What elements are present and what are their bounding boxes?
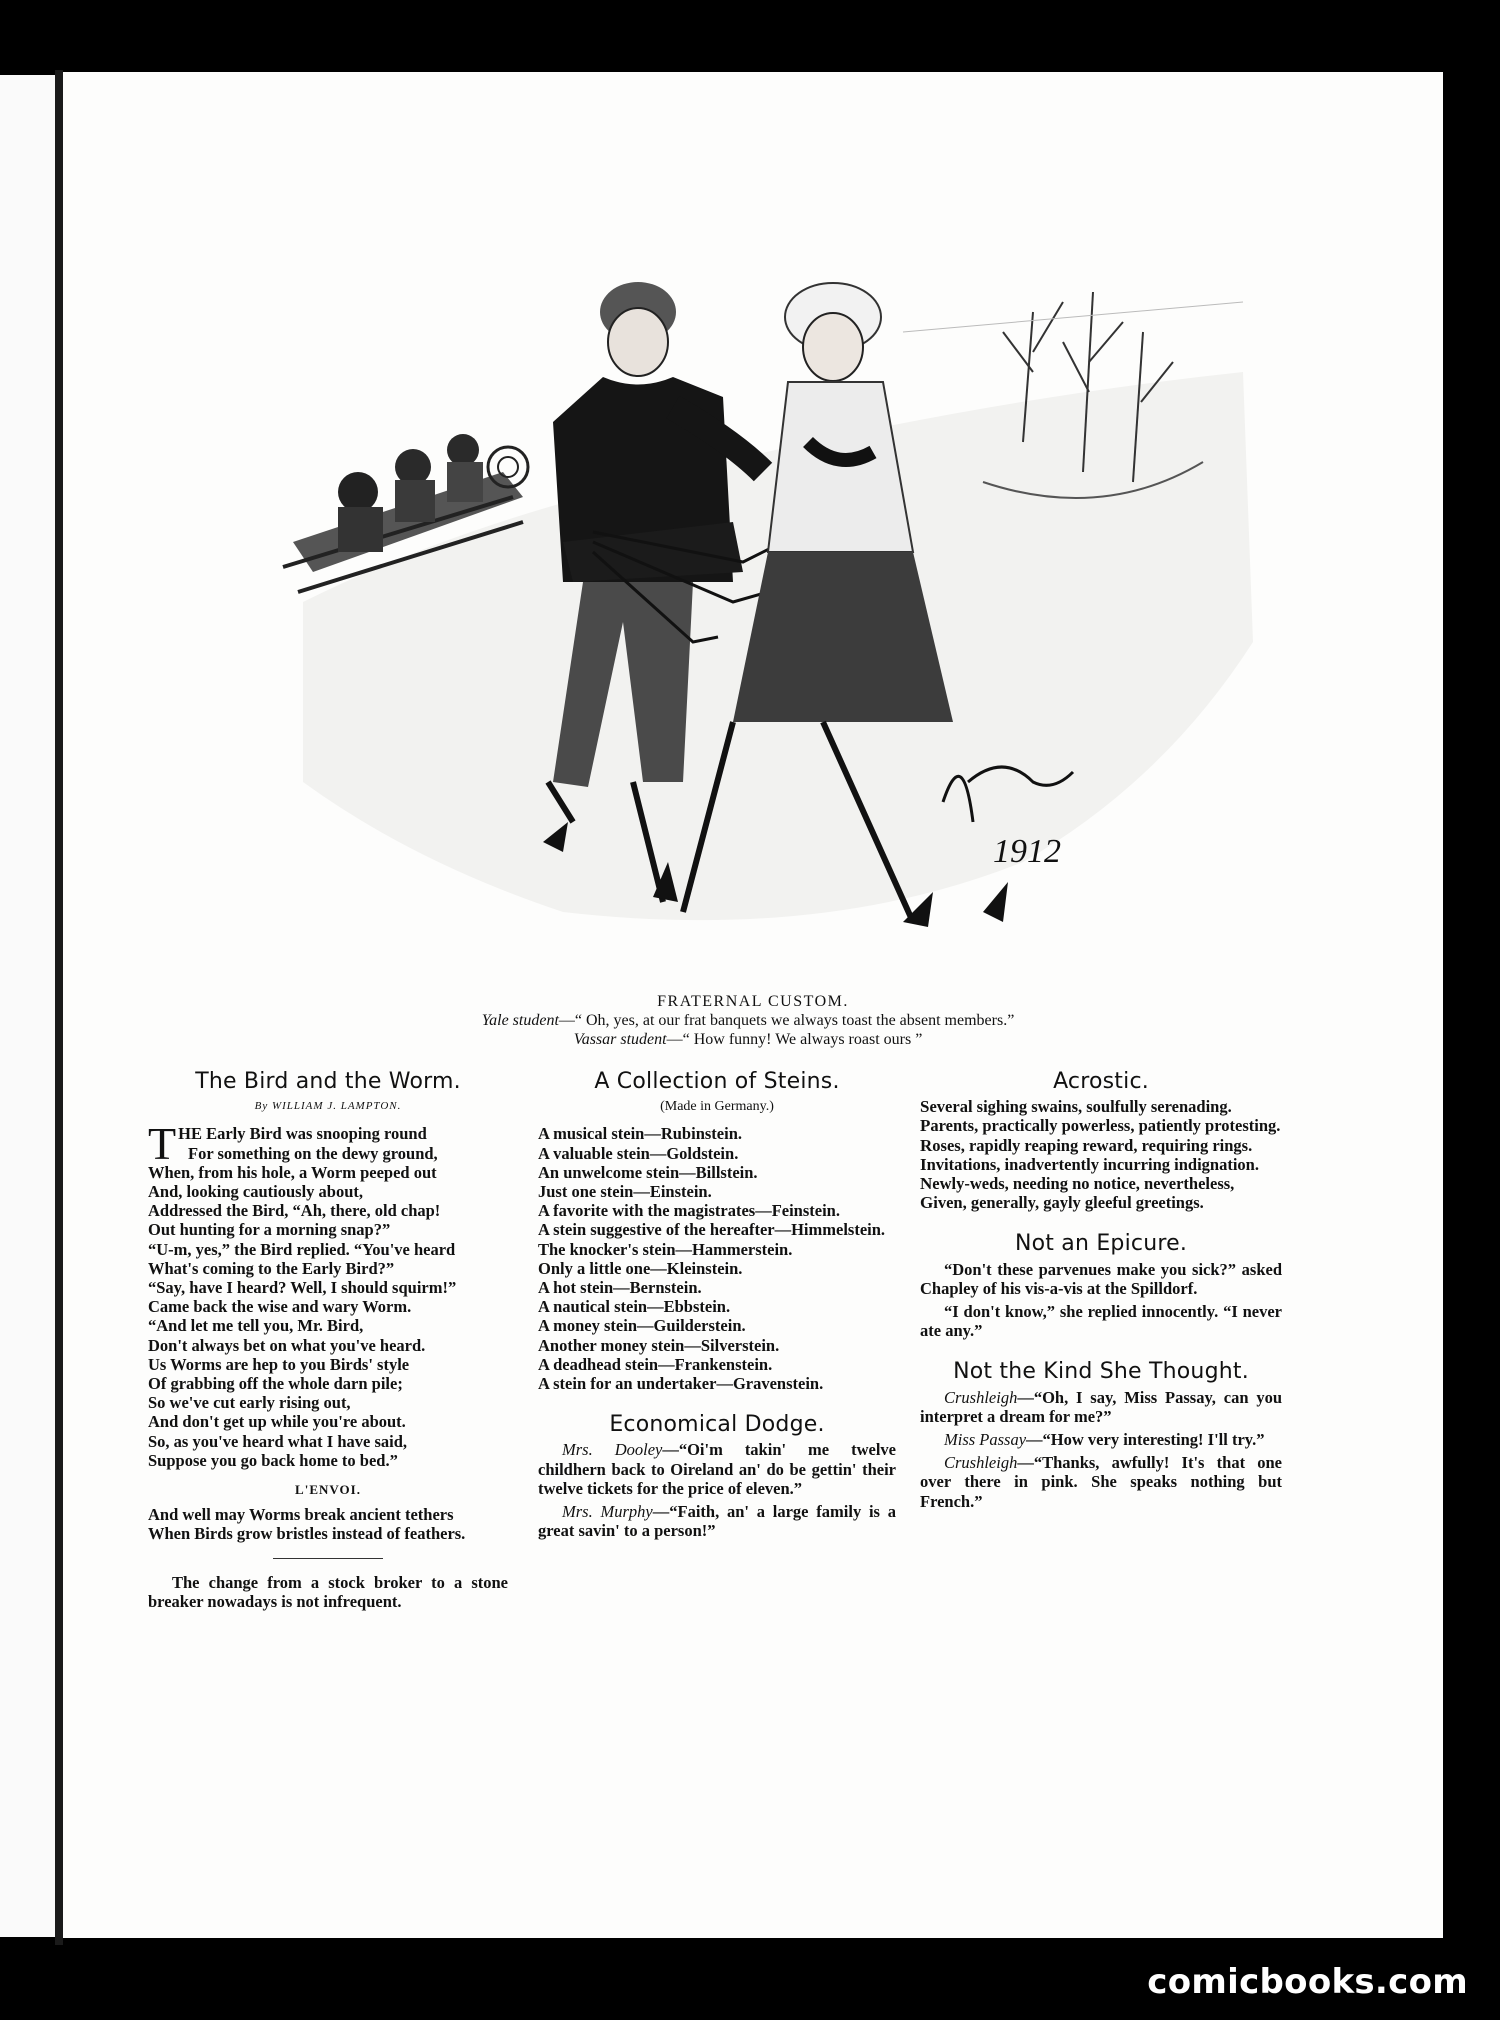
magazine-page <box>63 72 1443 1938</box>
acrostic-line: Roses, rapidly reaping reward, requiring rings. <box>920 1135 1253 1155</box>
list-item: A money stein—Guilderstein. <box>538 1316 746 1336</box>
poem-line: Us Worms are hep to you Birds' style <box>148 1354 410 1374</box>
poem-line: THE Early Bird was snooping round <box>148 1118 427 1170</box>
dialogue-line: Mrs. Dooley—“Oi'm takin' me twelve childhern back to Oireland an' do be gettin' their twelve tickets for the price of eleven.” <box>538 1440 896 1498</box>
article-title: The Bird and the Worm. <box>195 1069 461 1094</box>
signature-year: 1912 <box>993 833 1061 870</box>
dialogue-line: Crushleigh—“Oh, I say, Miss Passay, can you interpret a dream for me?” <box>920 1387 1282 1426</box>
poem-line: “U-m, yes,” the Bird replied. “You've heard <box>148 1239 456 1259</box>
column-left <box>148 1069 508 1611</box>
poem-line: So, as you've heard what I have said, <box>148 1431 407 1451</box>
caption-line: Vassar student—“ How funny! We always roast ours ” <box>573 1031 923 1048</box>
illustration-caption <box>63 992 1443 1049</box>
list-item: An unwelcome stein—Billstein. <box>538 1162 758 1182</box>
poem-line: What's coming to the Early Bird?” <box>148 1258 395 1278</box>
gutter <box>55 70 63 1945</box>
poem-line: “And let me tell you, Mr. Bird, <box>148 1316 364 1336</box>
list-item: A stein suggestive of the hereafter—Himmelstein. <box>538 1220 886 1240</box>
article-title: Not an Epicure. <box>1014 1231 1188 1257</box>
article-title: Economical Dodge. <box>609 1412 825 1438</box>
acrostic-line: Parents, practically powerless, patiently protesting. <box>920 1116 1281 1136</box>
winter-skiing-illustration <box>263 222 1343 1042</box>
acrostic-line: Newly-weds, needing no notice, nevertheless, <box>920 1174 1235 1194</box>
byline: By WILLIAM J. LAMPTON. <box>254 1100 402 1113</box>
poem-line: Addressed the Bird, “Ah, there, old chap! <box>148 1201 441 1221</box>
column-right <box>920 1069 1282 1515</box>
poem-line: “Say, have I heard? Well, I should squirm!” <box>148 1278 457 1298</box>
paragraph: “I don't know,” she replied innocently. “I never ate any.” <box>920 1302 1282 1341</box>
dialogue-line: Miss Passay—“How very interesting! I'll try.” <box>944 1430 1265 1450</box>
poem-line: And, looking cautiously about, <box>148 1182 364 1202</box>
drop-cap: T <box>148 1118 177 1170</box>
acrostic-line: Several sighing swains, soulfully serenading. <box>920 1097 1232 1117</box>
stein-list <box>538 1124 896 1393</box>
acrostic-line: Invitations, inadvertently incurring indignation. <box>920 1154 1259 1174</box>
poem <box>148 1118 508 1470</box>
list-item: A deadhead stein—Frankenstein. <box>538 1354 773 1374</box>
dialogue-line: Mrs. Murphy—“Faith, an' a large family is a great savin' to a person!” <box>538 1502 896 1541</box>
poem-line: For something on the dewy ground, <box>188 1143 438 1163</box>
envoi <box>148 1505 508 1543</box>
article-title: Not the Kind She Thought. <box>953 1359 1249 1385</box>
poem-line: Of grabbing off the whole darn pile; <box>148 1374 403 1394</box>
poem-line: Suppose you go back home to bed.” <box>148 1450 398 1470</box>
list-item: Another money stein—Silverstein. <box>538 1335 780 1355</box>
poem-line: Came back the wise and wary Worm. <box>148 1297 412 1317</box>
poem-line: Don't always bet on what you've heard. <box>148 1335 426 1355</box>
acrostic-line: Given, generally, gayly gleeful greetings. <box>920 1193 1204 1213</box>
watermark: comicbooks.com <box>1147 1962 1468 2002</box>
poem-line: And don't get up while you're about. <box>148 1412 406 1432</box>
list-item: A stein for an undertaker—Gravenstein. <box>538 1374 824 1394</box>
caption-line: Yale student—“ Oh, yes, at our frat banquets we always toast the absent members.” <box>481 1012 1015 1029</box>
list-item: A nautical stein—Ebbstein. <box>538 1297 731 1317</box>
envoi-title: L'ENVOI. <box>295 1482 361 1498</box>
poem-line: And well may Worms break ancient tethers <box>148 1505 454 1525</box>
list-item: A musical stein—Rubinstein. <box>538 1124 742 1144</box>
article-title: Acrostic. <box>1053 1069 1149 1094</box>
list-item: A favorite with the magistrates—Feinstein. <box>538 1201 840 1221</box>
list-item: A valuable stein—Goldstein. <box>538 1143 739 1163</box>
poem-line: So we've cut early rising out, <box>148 1393 351 1413</box>
subtitle: (Made in Germany.) <box>660 1099 774 1115</box>
poem-line: Out hunting for a morning snap?” <box>148 1220 391 1240</box>
list-item: The knocker's stein—Hammerstein. <box>538 1239 793 1259</box>
column-middle <box>538 1069 896 1544</box>
divider <box>273 1558 383 1559</box>
list-item: Just one stein—Einstein. <box>538 1182 712 1202</box>
list-item: Only a little one—Kleinstein. <box>538 1258 743 1278</box>
list-item: A hot stein—Bernstein. <box>538 1278 702 1298</box>
caption-title: FRATERNAL CUSTOM. <box>657 993 849 1010</box>
acrostic-poem <box>920 1097 1282 1212</box>
filler-paragraph: The change from a stock broker to a stone breaker nowadays is not infrequent. <box>148 1572 508 1611</box>
dialogue-line: Crushleigh—“Thanks, awfully! It's that one over there in pink. She speaks nothing but French.” <box>920 1453 1282 1511</box>
poem-line: When Birds grow bristles instead of feathers. <box>148 1524 466 1544</box>
left-page-edge <box>0 75 55 1937</box>
article-title: A Collection of Steins. <box>594 1069 840 1094</box>
poem-line: When, from his hole, a Worm peeped out <box>148 1162 437 1182</box>
paragraph: “Don't these parvenues make you sick?” asked Chapley of his vis-a-vis at the Spilldorf. <box>920 1259 1282 1298</box>
